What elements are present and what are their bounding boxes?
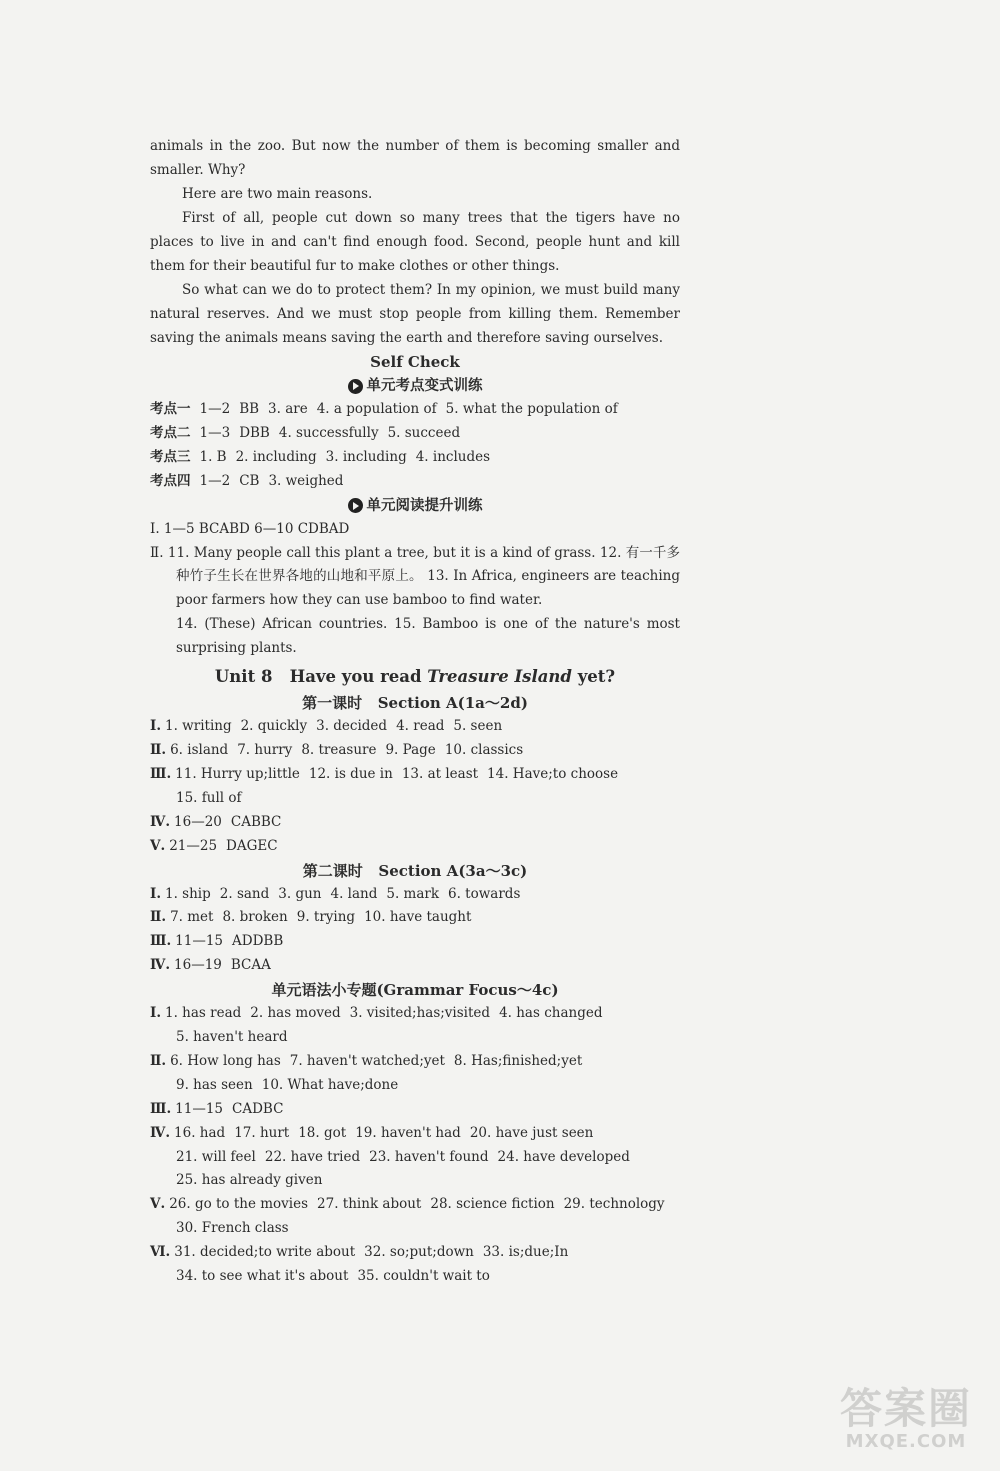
question-number: Ⅴ. [150, 1196, 166, 1213]
reading-answers-3: 14. (These) African countries. 15. Bamboo is one of the nature's most surprising plants. [176, 616, 680, 657]
passage-paragraph-3: First of all, people cut down so many trees that the tigers have no places to live in and can't find enough food. Second, people hunt and kill them for their beautiful fur to make clothes or other things. [150, 210, 680, 274]
answer-row [150, 715, 680, 739]
question-number: Ⅰ. [150, 885, 162, 902]
answer-item: 21—25 [169, 837, 218, 854]
answer-item: 8. treasure [301, 741, 377, 758]
answer-row [150, 1122, 680, 1146]
passage-paragraph-4: So what can we do to protect them? In my opinion, we must build many natural reserves. And we must stop people from killing them. Remember saving the animals means saving the earth and therefore saving ourselves. [150, 282, 680, 346]
answer-item: 3. including [325, 448, 407, 465]
question-number: Ⅱ. [150, 909, 167, 926]
answer-row [150, 763, 680, 787]
answer-item: 16—19 [174, 957, 222, 974]
answer-item: 27. think about [317, 1196, 422, 1213]
answer-page [150, 134, 680, 1289]
answer-item: 2. has moved [250, 1005, 341, 1022]
answer-item: ADDBB [232, 933, 284, 950]
section-heading-reading: 单元阅读提升训练 [150, 494, 680, 518]
answer-item: 6. towards [448, 885, 521, 902]
answer-row [150, 1169, 680, 1193]
kaodian-row [150, 446, 680, 470]
answer-item: 7. haven't watched;yet [289, 1052, 445, 1069]
answer-item: 26. go to the movies [169, 1196, 309, 1213]
question-number: Ⅴ. [150, 837, 166, 854]
question-number: Ⅱ. [150, 741, 167, 758]
answer-item: BB [239, 401, 260, 417]
answer-row [150, 1026, 680, 1050]
answer-item: 10. have taught [364, 909, 472, 926]
answer-item: 14. Have;to choose [487, 765, 619, 782]
kaodian-label: 考点一 [150, 401, 191, 417]
answer-row [150, 1241, 680, 1265]
answer-item: DBB [239, 424, 270, 441]
answer-row [150, 811, 680, 835]
answer-row [150, 739, 680, 763]
answer-item: 6. How long has [170, 1052, 281, 1069]
answer-item: 4. includes [415, 448, 491, 465]
answer-row [150, 787, 680, 811]
answer-item: 3. gun [278, 885, 322, 902]
answer-item: 2. including [235, 448, 317, 465]
answer-row [150, 1074, 680, 1098]
lesson2-title: 第二课时 Section A(3a～3c) [302, 861, 528, 880]
answer-item: 16—20 [174, 813, 222, 830]
answer-item: 4. successfully [278, 424, 379, 441]
answer-item: 29. technology [563, 1196, 665, 1213]
question-number: Ⅲ. [150, 765, 172, 782]
kaodian-label: 考点二 [150, 424, 191, 441]
play-arrow-icon [348, 498, 363, 513]
watermark-logo [826, 1384, 986, 1457]
grammar-title: 单元语法小专题(Grammar Focus～4c) [271, 981, 559, 1000]
answer-row [150, 1217, 680, 1241]
answer-item: 5. seen [453, 718, 503, 735]
answer-item: 17. hurt [234, 1124, 290, 1141]
answer-item: 8. Has;finished;yet [453, 1052, 583, 1069]
answer-row [150, 883, 680, 907]
lesson1-title: 第一课时 Section A(1a～2d) [302, 694, 528, 713]
answer-item: 2. quickly [240, 718, 308, 735]
kaodian-row [150, 470, 680, 494]
answer-item: 24. have developed [497, 1148, 630, 1165]
question-number: Ⅵ. [150, 1244, 171, 1261]
answer-item: 3. decided [316, 718, 388, 735]
grammar-answers [150, 1002, 680, 1289]
kaodian-row [150, 422, 680, 446]
answer-row [150, 906, 680, 930]
question-number: Ⅲ. [150, 933, 172, 950]
question-number: Ⅲ. [150, 1100, 172, 1117]
answer-item: 5. mark [386, 885, 440, 902]
section-heading-kaodian: 单元考点变式训练 [150, 374, 680, 398]
play-arrow-icon [348, 379, 363, 394]
answer-item: 4. read [396, 718, 445, 735]
answer-row [150, 835, 680, 859]
answer-item: CB [239, 472, 260, 489]
answer-item: 35. couldn't wait to [357, 1268, 490, 1285]
answer-item: CADBC [232, 1100, 284, 1117]
answer-item: 4. land [330, 885, 378, 902]
answer-item: 1. has read [165, 1005, 242, 1022]
answer-item: 12. is due in [308, 765, 393, 782]
answer-item: 16. had [174, 1124, 226, 1141]
answer-row [150, 1098, 680, 1122]
answer-item: 6. island [170, 741, 229, 758]
answer-item: 20. have just seen [469, 1124, 594, 1141]
answer-item: 30. French class [176, 1220, 289, 1237]
answer-item: 3. are [268, 401, 308, 417]
kaodian-list [150, 398, 680, 494]
lesson1-answers [150, 715, 680, 858]
answer-row [150, 1002, 680, 1026]
answer-item: 21. will feel [176, 1148, 256, 1165]
answer-item: 3. visited;has;visited [349, 1005, 491, 1022]
kaodian-label: 考点三 [150, 448, 191, 465]
answer-item: 1—3 [199, 424, 231, 441]
answer-item: 11—15 [175, 933, 223, 950]
answer-item: 10. What have;done [261, 1076, 399, 1093]
answer-item: CABBC [230, 813, 282, 830]
answer-item: 5. what the population of [445, 401, 618, 417]
answer-item: 8. broken [222, 909, 288, 926]
question-number: Ⅰ. [150, 718, 162, 735]
answer-item: 28. science fiction [430, 1196, 555, 1213]
reading-answers-2: Ⅱ. 11. Many people call this plant a tree, but it is a kind of grass. 12. 有一千多种竹子生长在世界各地的山地和平原上。 13. In Africa, engineers are teaching poor farmers how they can use bamboo to find water. [150, 544, 680, 609]
answer-item: 3. weighed [268, 472, 344, 489]
question-number: Ⅳ. [150, 1124, 171, 1141]
reading-passage [150, 134, 680, 350]
answer-item: 9. trying [296, 909, 356, 926]
answer-row [150, 930, 680, 954]
answer-item: 4. has changed [499, 1005, 603, 1022]
answer-item: 22. have tried [264, 1148, 361, 1165]
answer-item: 15. full of [176, 789, 242, 806]
answer-item: 7. hurry [237, 741, 293, 758]
answer-item: 5. haven't heard [176, 1029, 288, 1046]
lesson2-answers [150, 883, 680, 979]
answer-item: 10. classics [444, 741, 524, 758]
answer-item: DAGEC [226, 837, 278, 854]
unit-title: Unit 8 Have you read Treasure Island yet? [214, 667, 616, 687]
answer-row [150, 954, 680, 978]
answer-item: 19. haven't had [355, 1124, 461, 1141]
answer-item: 4. a population of [316, 401, 437, 417]
answer-item: 23. haven't found [369, 1148, 489, 1165]
answer-item: 25. has already given [176, 1172, 323, 1189]
question-number: Ⅰ. [150, 1005, 162, 1022]
kaodian-row [150, 398, 680, 422]
answer-row [150, 1146, 680, 1170]
question-number: Ⅱ. [150, 1052, 167, 1069]
answer-item: 9. Page [385, 741, 436, 758]
answer-row [150, 1050, 680, 1074]
answer-item: 7. met [170, 909, 214, 926]
watermark-logo-text: 答案圈 [839, 1384, 972, 1433]
answer-item: BCAA [230, 957, 271, 974]
question-number: Ⅳ. [150, 813, 171, 830]
answer-item: 33. is;due;In [482, 1244, 569, 1261]
answer-item: 18. got [298, 1124, 347, 1141]
passage-paragraph-2: Here are two main reasons. [182, 186, 373, 202]
passage-paragraph-1: animals in the zoo. But now the number of them is becoming smaller and smaller. Why? [150, 138, 680, 178]
kaodian-label: 考点四 [150, 472, 191, 489]
answer-item: 2. sand [219, 885, 270, 902]
answer-item: 11—15 [175, 1100, 223, 1117]
answer-item: 1. B [199, 448, 227, 465]
self-check-title: Self Check [370, 353, 460, 371]
answer-item: 1. ship [165, 885, 211, 902]
reading-answers-1: Ⅰ. 1—5 BCABD 6—10 CDBAD [150, 520, 350, 537]
question-number: Ⅳ. [150, 957, 171, 974]
answer-item: 1. writing [165, 718, 232, 735]
answer-item: 1—2 [199, 401, 231, 417]
answer-item: 32. so;put;down [364, 1244, 474, 1261]
answer-item: 13. at least [401, 765, 479, 782]
answer-item: 9. has seen [176, 1076, 253, 1093]
answer-row [150, 1265, 680, 1289]
answer-item: 5. succeed [387, 424, 461, 441]
answer-item: 11. Hurry up;little [175, 765, 300, 782]
answer-item: 1—2 [199, 472, 231, 489]
answer-item: 31. decided;to write about [174, 1244, 356, 1261]
answer-item: 34. to see what it's about [176, 1268, 349, 1285]
answer-row [150, 1193, 680, 1217]
watermark-url: MXQE.COM [845, 1431, 967, 1452]
